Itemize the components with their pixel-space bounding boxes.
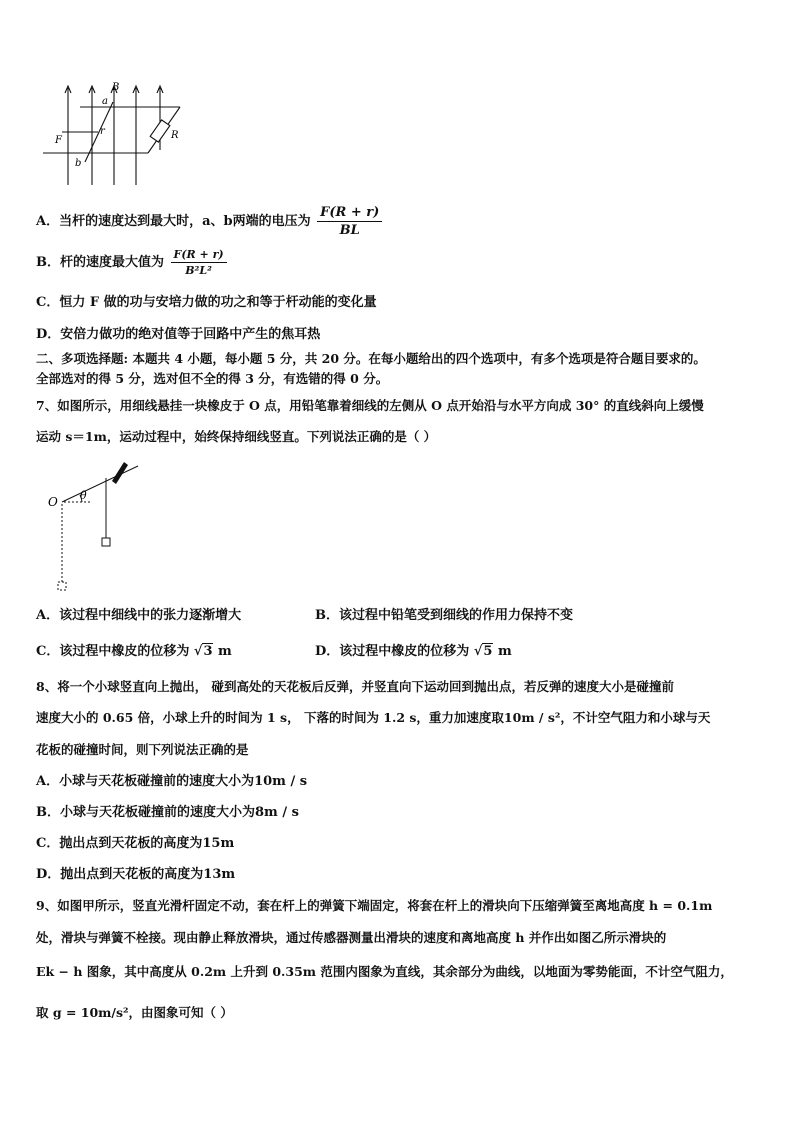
label-b: b [75, 158, 82, 169]
q8-option-a: A．小球与天花板碰撞前的速度大小为10m / s [36, 774, 308, 789]
q6-option-c: C．恒力 F 做的功与安培力做的功之和等于杆动能的变化量 [36, 295, 377, 310]
rails-circuit-figure [40, 80, 200, 190]
label-theta: θ [80, 489, 87, 502]
q7-option-c: C．该过程中橡皮的位移为 √3 m [36, 644, 232, 659]
pendulum-figure [40, 450, 160, 600]
q8-option-b: B．小球与天花板碰撞前的速度大小为8m / s [36, 805, 299, 820]
q7-option-d: D．该过程中橡皮的位移为 √5 m [315, 644, 512, 659]
q6-option-a-fraction: $\frac{F(R + r)}{BL}$ [317, 205, 382, 238]
q8-option-c: C．抛出点到天花板的高度为15m [36, 836, 235, 851]
q7-option-b: B．该过程中铅笔受到细线的作用力保持不变 [315, 608, 573, 623]
q9-line4: 取 g = 10m/s²，由图象可知（ ） [36, 1005, 233, 1020]
q8-line2: 速度大小的 0.65 倍，小球上升的时间为 1 s， 下落的时间为 1.2 s，重力加速度取10m / s²，不计空气阻力和小球与天 [36, 710, 711, 725]
q9-line3: Ek − h 图象，其中高度从 0.2m 上升到 0.35m 范围内图象为直线，其余部分为曲线，以地面为零势能面，不计空气阻力， [36, 964, 733, 979]
q7-option-a: A．该过程中细线中的张力逐渐增大 [36, 608, 242, 623]
q9-line1: 9、如图甲所示，竖直光滑杆固定不动，套在杆上的弹簧下端固定，将套在杆上的滑块向下压缩弹簧至离地高度 h = 0.1m [36, 898, 713, 913]
q7-line1: 7、如图所示，用细线悬挂一块橡皮于 O 点，用铅笔靠着细线的左侧从 O 点开始沿与水平方向成 30° 的直线斜向上缓慢 [36, 398, 704, 413]
q8-line1: 8、将一个小球竖直向上抛出， 碰到高处的天花板后反弹，并竖直向下运动回到抛出点，若反弹的速度大小是碰撞前 [36, 679, 675, 694]
label-F: F [55, 135, 62, 146]
q8-line3: 花板的碰撞时间，则下列说法正确的是 [36, 742, 249, 757]
label-R: R [171, 130, 179, 141]
label-O: O [48, 495, 58, 509]
q6-option-b: B．杆的速度最大值为 $\frac{F(R + r)}{\text{B²L²}}$ [36, 248, 227, 277]
q6-option-b-fraction: $\frac{F(R + r)}{\text{B²L²}}$ [171, 248, 227, 277]
q6-option-a: A．当杆的速度达到最大时，a、b两端的电压为 $\frac{F(R + r)}{BL}$ [36, 205, 382, 238]
label-r: r [100, 126, 105, 137]
section2-line1: 二、多项选择题: 本题共 4 小题，每小题 5 分，共 20 分。在每小题给出的四个选项中，有多个选项是符合题目要求的。 [36, 351, 706, 366]
q6-option-d: D．安倍力做功的绝对值等于回路中产生的焦耳热 [36, 327, 321, 342]
label-a: a [102, 96, 108, 107]
q8-option-d: D．抛出点到天花板的高度为13m [36, 867, 236, 882]
q7-line2: 运动 s＝1m，运动过程中，始终保持细线竖直。下列说法正确的是（ ） [36, 429, 437, 444]
section2-line2: 全部选对的得 5 分，选对但不全的得 3 分，有选错的得 0 分。 [36, 371, 389, 386]
label-B: B [112, 82, 120, 93]
q9-line2: 处，滑块与弹簧不栓接。现由静止释放滑块，通过传感器测量出滑块的速度和离地高度 h 并作出如图乙所示滑块的 [36, 930, 667, 945]
